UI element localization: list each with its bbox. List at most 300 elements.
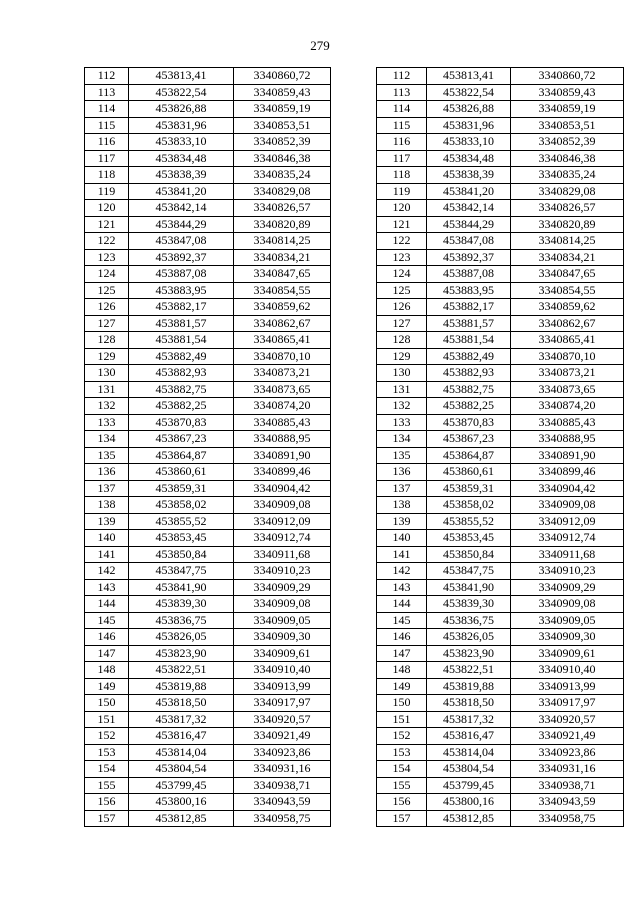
table-row bbox=[377, 315, 624, 332]
point-number-cell: 143 bbox=[377, 579, 427, 596]
table-row bbox=[85, 249, 331, 266]
point-number-cell: 116 bbox=[377, 134, 427, 151]
y-coordinate-cell: 3340909,29 bbox=[511, 579, 624, 596]
y-coordinate-cell: 3340938,71 bbox=[234, 777, 331, 794]
y-coordinate-cell: 3340814,25 bbox=[511, 233, 624, 250]
table-row bbox=[377, 68, 624, 85]
point-number-cell: 149 bbox=[85, 678, 129, 695]
x-coordinate-cell: 453822,54 bbox=[129, 84, 234, 101]
x-coordinate-cell: 453822,51 bbox=[129, 662, 234, 679]
point-number-cell: 122 bbox=[85, 233, 129, 250]
x-coordinate-cell: 453836,75 bbox=[427, 612, 511, 629]
table-row bbox=[377, 282, 624, 299]
table-row bbox=[85, 480, 331, 497]
table-row bbox=[377, 200, 624, 217]
point-number-cell: 137 bbox=[85, 480, 129, 497]
table-row bbox=[85, 381, 331, 398]
table-row bbox=[85, 513, 331, 530]
table-row bbox=[85, 266, 331, 283]
x-coordinate-cell: 453870,83 bbox=[427, 414, 511, 431]
point-number-cell: 150 bbox=[85, 695, 129, 712]
x-coordinate-cell: 453882,93 bbox=[129, 365, 234, 382]
point-number-cell: 129 bbox=[377, 348, 427, 365]
x-coordinate-cell: 453814,04 bbox=[129, 744, 234, 761]
x-coordinate-cell: 453842,14 bbox=[427, 200, 511, 217]
x-coordinate-cell: 453818,50 bbox=[427, 695, 511, 712]
table-row bbox=[377, 497, 624, 514]
y-coordinate-cell: 3340859,19 bbox=[511, 101, 624, 118]
y-coordinate-cell: 3340829,08 bbox=[234, 183, 331, 200]
x-coordinate-cell: 453855,52 bbox=[129, 513, 234, 530]
point-number-cell: 144 bbox=[85, 596, 129, 613]
x-coordinate-cell: 453804,54 bbox=[129, 761, 234, 778]
x-coordinate-cell: 453881,54 bbox=[427, 332, 511, 349]
x-coordinate-cell: 453844,29 bbox=[129, 216, 234, 233]
y-coordinate-cell: 3340917,97 bbox=[234, 695, 331, 712]
x-coordinate-cell: 453831,96 bbox=[129, 117, 234, 134]
point-number-cell: 155 bbox=[85, 777, 129, 794]
x-coordinate-cell: 453855,52 bbox=[427, 513, 511, 530]
y-coordinate-cell: 3340911,68 bbox=[234, 546, 331, 563]
point-number-cell: 123 bbox=[377, 249, 427, 266]
y-coordinate-cell: 3340846,38 bbox=[234, 150, 331, 167]
x-coordinate-cell: 453813,41 bbox=[129, 68, 234, 85]
x-coordinate-cell: 453812,85 bbox=[129, 810, 234, 827]
y-coordinate-cell: 3340846,38 bbox=[511, 150, 624, 167]
y-coordinate-cell: 3340873,21 bbox=[511, 365, 624, 382]
point-number-cell: 151 bbox=[85, 711, 129, 728]
table-row bbox=[85, 101, 331, 118]
x-coordinate-cell: 453864,87 bbox=[129, 447, 234, 464]
table-row bbox=[85, 794, 331, 811]
table-row bbox=[377, 794, 624, 811]
point-number-cell: 128 bbox=[377, 332, 427, 349]
table-row bbox=[377, 183, 624, 200]
y-coordinate-cell: 3340909,61 bbox=[511, 645, 624, 662]
x-coordinate-cell: 453841,20 bbox=[427, 183, 511, 200]
point-number-cell: 140 bbox=[377, 530, 427, 547]
table-row bbox=[85, 678, 331, 695]
x-coordinate-cell: 453826,88 bbox=[427, 101, 511, 118]
table-row bbox=[377, 761, 624, 778]
x-coordinate-cell: 453850,84 bbox=[427, 546, 511, 563]
x-coordinate-cell: 453847,08 bbox=[427, 233, 511, 250]
point-number-cell: 142 bbox=[85, 563, 129, 580]
y-coordinate-cell: 3340923,86 bbox=[234, 744, 331, 761]
x-coordinate-cell: 453834,48 bbox=[129, 150, 234, 167]
table-row bbox=[377, 134, 624, 151]
table-row bbox=[85, 645, 331, 662]
y-coordinate-cell: 3340921,49 bbox=[511, 728, 624, 745]
y-coordinate-cell: 3340852,39 bbox=[511, 134, 624, 151]
point-number-cell: 134 bbox=[85, 431, 129, 448]
y-coordinate-cell: 3340904,42 bbox=[511, 480, 624, 497]
point-number-cell: 127 bbox=[377, 315, 427, 332]
x-coordinate-cell: 453883,95 bbox=[129, 282, 234, 299]
y-coordinate-cell: 3340835,24 bbox=[234, 167, 331, 184]
point-number-cell: 115 bbox=[377, 117, 427, 134]
table-row bbox=[85, 596, 331, 613]
point-number-cell: 135 bbox=[377, 447, 427, 464]
y-coordinate-cell: 3340859,62 bbox=[511, 299, 624, 316]
table-row bbox=[377, 299, 624, 316]
table-row bbox=[85, 728, 331, 745]
point-number-cell: 132 bbox=[85, 398, 129, 415]
x-coordinate-cell: 453882,75 bbox=[129, 381, 234, 398]
y-coordinate-cell: 3340888,95 bbox=[234, 431, 331, 448]
x-coordinate-cell: 453816,47 bbox=[129, 728, 234, 745]
point-number-cell: 116 bbox=[85, 134, 129, 151]
table-row bbox=[377, 365, 624, 382]
point-number-cell: 134 bbox=[377, 431, 427, 448]
y-coordinate-cell: 3340865,41 bbox=[234, 332, 331, 349]
point-number-cell: 117 bbox=[85, 150, 129, 167]
table-row bbox=[85, 233, 331, 250]
point-number-cell: 113 bbox=[85, 84, 129, 101]
y-coordinate-cell: 3340909,08 bbox=[511, 596, 624, 613]
table-row bbox=[85, 183, 331, 200]
y-coordinate-cell: 3340912,74 bbox=[511, 530, 624, 547]
x-coordinate-cell: 453853,45 bbox=[427, 530, 511, 547]
y-coordinate-cell: 3340859,43 bbox=[234, 84, 331, 101]
x-coordinate-cell: 453882,17 bbox=[427, 299, 511, 316]
y-coordinate-cell: 3340834,21 bbox=[234, 249, 331, 266]
x-coordinate-cell: 453881,57 bbox=[427, 315, 511, 332]
y-coordinate-cell: 3340938,71 bbox=[511, 777, 624, 794]
point-number-cell: 120 bbox=[377, 200, 427, 217]
x-coordinate-cell: 453822,51 bbox=[427, 662, 511, 679]
y-coordinate-cell: 3340891,90 bbox=[234, 447, 331, 464]
table-row bbox=[85, 530, 331, 547]
y-coordinate-cell: 3340873,65 bbox=[234, 381, 331, 398]
y-coordinate-cell: 3340913,99 bbox=[511, 678, 624, 695]
y-coordinate-cell: 3340854,55 bbox=[511, 282, 624, 299]
point-number-cell: 123 bbox=[85, 249, 129, 266]
y-coordinate-cell: 3340910,23 bbox=[234, 563, 331, 580]
y-coordinate-cell: 3340820,89 bbox=[234, 216, 331, 233]
y-coordinate-cell: 3340921,49 bbox=[234, 728, 331, 745]
table-row bbox=[85, 464, 331, 481]
point-number-cell: 154 bbox=[377, 761, 427, 778]
y-coordinate-cell: 3340826,57 bbox=[234, 200, 331, 217]
x-coordinate-cell: 453883,95 bbox=[427, 282, 511, 299]
y-coordinate-cell: 3340862,67 bbox=[234, 315, 331, 332]
y-coordinate-cell: 3340909,30 bbox=[234, 629, 331, 646]
y-coordinate-cell: 3340899,46 bbox=[511, 464, 624, 481]
x-coordinate-cell: 453860,61 bbox=[129, 464, 234, 481]
y-coordinate-cell: 3340909,29 bbox=[234, 579, 331, 596]
x-coordinate-cell: 453817,32 bbox=[129, 711, 234, 728]
x-coordinate-cell: 453844,29 bbox=[427, 216, 511, 233]
point-number-cell: 126 bbox=[85, 299, 129, 316]
x-coordinate-cell: 453892,37 bbox=[427, 249, 511, 266]
x-coordinate-cell: 453838,39 bbox=[427, 167, 511, 184]
x-coordinate-cell: 453882,25 bbox=[427, 398, 511, 415]
table-row bbox=[377, 662, 624, 679]
x-coordinate-cell: 453822,54 bbox=[427, 84, 511, 101]
table-row bbox=[377, 579, 624, 596]
point-number-cell: 131 bbox=[377, 381, 427, 398]
table-row bbox=[377, 398, 624, 415]
y-coordinate-cell: 3340931,16 bbox=[234, 761, 331, 778]
x-coordinate-cell: 453804,54 bbox=[427, 761, 511, 778]
y-coordinate-cell: 3340923,86 bbox=[511, 744, 624, 761]
x-coordinate-cell: 453853,45 bbox=[129, 530, 234, 547]
y-coordinate-cell: 3340854,55 bbox=[234, 282, 331, 299]
point-number-cell: 148 bbox=[85, 662, 129, 679]
x-coordinate-cell: 453812,85 bbox=[427, 810, 511, 827]
y-coordinate-cell: 3340910,40 bbox=[234, 662, 331, 679]
point-number-cell: 114 bbox=[85, 101, 129, 118]
y-coordinate-cell: 3340834,21 bbox=[511, 249, 624, 266]
point-number-cell: 139 bbox=[377, 513, 427, 530]
x-coordinate-cell: 453859,31 bbox=[427, 480, 511, 497]
y-coordinate-cell: 3340860,72 bbox=[234, 68, 331, 85]
table-row bbox=[85, 282, 331, 299]
table-row bbox=[85, 662, 331, 679]
x-coordinate-cell: 453881,57 bbox=[129, 315, 234, 332]
point-number-cell: 119 bbox=[85, 183, 129, 200]
point-number-cell: 156 bbox=[85, 794, 129, 811]
point-number-cell: 119 bbox=[377, 183, 427, 200]
table-row bbox=[377, 695, 624, 712]
x-coordinate-cell: 453847,75 bbox=[427, 563, 511, 580]
x-coordinate-cell: 453819,88 bbox=[129, 678, 234, 695]
table-row bbox=[377, 612, 624, 629]
page-number: 279 bbox=[310, 38, 330, 53]
table-row bbox=[377, 84, 624, 101]
x-coordinate-cell: 453882,75 bbox=[427, 381, 511, 398]
point-number-cell: 121 bbox=[377, 216, 427, 233]
point-number-cell: 128 bbox=[85, 332, 129, 349]
x-coordinate-cell: 453841,90 bbox=[129, 579, 234, 596]
y-coordinate-cell: 3340909,61 bbox=[234, 645, 331, 662]
x-coordinate-cell: 453847,08 bbox=[129, 233, 234, 250]
y-coordinate-cell: 3340910,40 bbox=[511, 662, 624, 679]
point-number-cell: 113 bbox=[377, 84, 427, 101]
table-row bbox=[85, 497, 331, 514]
table-row bbox=[377, 464, 624, 481]
table-row bbox=[85, 332, 331, 349]
coordinates-table-left bbox=[84, 67, 331, 827]
y-coordinate-cell: 3340909,05 bbox=[511, 612, 624, 629]
table-row bbox=[377, 777, 624, 794]
y-coordinate-cell: 3340909,08 bbox=[511, 497, 624, 514]
table-row bbox=[85, 612, 331, 629]
y-coordinate-cell: 3340911,68 bbox=[511, 546, 624, 563]
x-coordinate-cell: 453892,37 bbox=[129, 249, 234, 266]
point-number-cell: 138 bbox=[377, 497, 427, 514]
x-coordinate-cell: 453826,05 bbox=[427, 629, 511, 646]
x-coordinate-cell: 453833,10 bbox=[129, 134, 234, 151]
table-row bbox=[85, 84, 331, 101]
point-number-cell: 141 bbox=[377, 546, 427, 563]
x-coordinate-cell: 453839,30 bbox=[129, 596, 234, 613]
y-coordinate-cell: 3340910,23 bbox=[511, 563, 624, 580]
point-number-cell: 154 bbox=[85, 761, 129, 778]
x-coordinate-cell: 453833,10 bbox=[427, 134, 511, 151]
table-row bbox=[377, 348, 624, 365]
point-number-cell: 127 bbox=[85, 315, 129, 332]
point-number-cell: 131 bbox=[85, 381, 129, 398]
point-number-cell: 147 bbox=[85, 645, 129, 662]
point-number-cell: 145 bbox=[377, 612, 427, 629]
point-number-cell: 143 bbox=[85, 579, 129, 596]
table-row bbox=[85, 216, 331, 233]
table-row bbox=[377, 150, 624, 167]
y-coordinate-cell: 3340917,97 bbox=[511, 695, 624, 712]
table-row bbox=[85, 447, 331, 464]
point-number-cell: 156 bbox=[377, 794, 427, 811]
point-number-cell: 138 bbox=[85, 497, 129, 514]
table-row bbox=[377, 266, 624, 283]
x-coordinate-cell: 453850,84 bbox=[129, 546, 234, 563]
point-number-cell: 132 bbox=[377, 398, 427, 415]
point-number-cell: 135 bbox=[85, 447, 129, 464]
table-row bbox=[377, 513, 624, 530]
point-number-cell: 122 bbox=[377, 233, 427, 250]
x-coordinate-cell: 453841,90 bbox=[427, 579, 511, 596]
x-coordinate-cell: 453860,61 bbox=[427, 464, 511, 481]
x-coordinate-cell: 453818,50 bbox=[129, 695, 234, 712]
x-coordinate-cell: 453839,30 bbox=[427, 596, 511, 613]
point-number-cell: 136 bbox=[377, 464, 427, 481]
y-coordinate-cell: 3340888,95 bbox=[511, 431, 624, 448]
x-coordinate-cell: 453842,14 bbox=[129, 200, 234, 217]
table-row bbox=[85, 546, 331, 563]
y-coordinate-cell: 3340874,20 bbox=[234, 398, 331, 415]
y-coordinate-cell: 3340931,16 bbox=[511, 761, 624, 778]
y-coordinate-cell: 3340865,41 bbox=[511, 332, 624, 349]
point-number-cell: 133 bbox=[85, 414, 129, 431]
point-number-cell: 117 bbox=[377, 150, 427, 167]
point-number-cell: 125 bbox=[377, 282, 427, 299]
y-coordinate-cell: 3340814,25 bbox=[234, 233, 331, 250]
point-number-cell: 146 bbox=[377, 629, 427, 646]
point-number-cell: 124 bbox=[377, 266, 427, 283]
x-coordinate-cell: 453799,45 bbox=[129, 777, 234, 794]
table-row bbox=[85, 810, 331, 827]
point-number-cell: 146 bbox=[85, 629, 129, 646]
x-coordinate-cell: 453867,23 bbox=[427, 431, 511, 448]
x-coordinate-cell: 453859,31 bbox=[129, 480, 234, 497]
table-row bbox=[377, 480, 624, 497]
point-number-cell: 153 bbox=[85, 744, 129, 761]
point-number-cell: 115 bbox=[85, 117, 129, 134]
x-coordinate-cell: 453834,48 bbox=[427, 150, 511, 167]
coordinates-table-right bbox=[376, 67, 624, 827]
table-row bbox=[85, 563, 331, 580]
point-number-cell: 142 bbox=[377, 563, 427, 580]
table-row bbox=[85, 431, 331, 448]
x-coordinate-cell: 453847,75 bbox=[129, 563, 234, 580]
y-coordinate-cell: 3340912,74 bbox=[234, 530, 331, 547]
x-coordinate-cell: 453864,87 bbox=[427, 447, 511, 464]
x-coordinate-cell: 453826,05 bbox=[129, 629, 234, 646]
y-coordinate-cell: 3340909,08 bbox=[234, 497, 331, 514]
point-number-cell: 144 bbox=[377, 596, 427, 613]
y-coordinate-cell: 3340909,30 bbox=[511, 629, 624, 646]
x-coordinate-cell: 453882,49 bbox=[427, 348, 511, 365]
table-row bbox=[85, 134, 331, 151]
table-row bbox=[377, 332, 624, 349]
table-row bbox=[85, 200, 331, 217]
point-number-cell: 141 bbox=[85, 546, 129, 563]
table-row bbox=[85, 414, 331, 431]
y-coordinate-cell: 3340829,08 bbox=[511, 183, 624, 200]
x-coordinate-cell: 453813,41 bbox=[427, 68, 511, 85]
point-number-cell: 114 bbox=[377, 101, 427, 118]
table-row bbox=[377, 744, 624, 761]
point-number-cell: 152 bbox=[85, 728, 129, 745]
y-coordinate-cell: 3340873,21 bbox=[234, 365, 331, 382]
point-number-cell: 126 bbox=[377, 299, 427, 316]
table-row bbox=[85, 629, 331, 646]
y-coordinate-cell: 3340859,62 bbox=[234, 299, 331, 316]
x-coordinate-cell: 453881,54 bbox=[129, 332, 234, 349]
x-coordinate-cell: 453814,04 bbox=[427, 744, 511, 761]
y-coordinate-cell: 3340847,65 bbox=[234, 266, 331, 283]
table-row bbox=[85, 68, 331, 85]
x-coordinate-cell: 453799,45 bbox=[427, 777, 511, 794]
table-row bbox=[377, 431, 624, 448]
table-row bbox=[377, 530, 624, 547]
table-row bbox=[377, 249, 624, 266]
point-number-cell: 148 bbox=[377, 662, 427, 679]
y-coordinate-cell: 3340859,43 bbox=[511, 84, 624, 101]
y-coordinate-cell: 3340943,59 bbox=[234, 794, 331, 811]
table-row bbox=[377, 728, 624, 745]
y-coordinate-cell: 3340885,43 bbox=[511, 414, 624, 431]
y-coordinate-cell: 3340853,51 bbox=[511, 117, 624, 134]
x-coordinate-cell: 453882,49 bbox=[129, 348, 234, 365]
y-coordinate-cell: 3340826,57 bbox=[511, 200, 624, 217]
point-number-cell: 136 bbox=[85, 464, 129, 481]
y-coordinate-cell: 3340920,57 bbox=[511, 711, 624, 728]
y-coordinate-cell: 3340958,75 bbox=[511, 810, 624, 827]
point-number-cell: 130 bbox=[377, 365, 427, 382]
x-coordinate-cell: 453831,96 bbox=[427, 117, 511, 134]
x-coordinate-cell: 453858,02 bbox=[427, 497, 511, 514]
x-coordinate-cell: 453800,16 bbox=[129, 794, 234, 811]
table-row bbox=[377, 216, 624, 233]
table-row bbox=[85, 365, 331, 382]
point-number-cell: 120 bbox=[85, 200, 129, 217]
y-coordinate-cell: 3340820,89 bbox=[511, 216, 624, 233]
table-row bbox=[85, 579, 331, 596]
table-row bbox=[377, 233, 624, 250]
table-row bbox=[85, 744, 331, 761]
y-coordinate-cell: 3340913,99 bbox=[234, 678, 331, 695]
x-coordinate-cell: 453841,20 bbox=[129, 183, 234, 200]
point-number-cell: 118 bbox=[377, 167, 427, 184]
table-row bbox=[85, 695, 331, 712]
point-number-cell: 112 bbox=[377, 68, 427, 85]
table-row bbox=[377, 117, 624, 134]
table-row bbox=[377, 678, 624, 695]
table-row bbox=[377, 645, 624, 662]
table-row bbox=[85, 117, 331, 134]
y-coordinate-cell: 3340874,20 bbox=[511, 398, 624, 415]
point-number-cell: 145 bbox=[85, 612, 129, 629]
y-coordinate-cell: 3340920,57 bbox=[234, 711, 331, 728]
table-row bbox=[377, 563, 624, 580]
table-row bbox=[85, 398, 331, 415]
y-coordinate-cell: 3340885,43 bbox=[234, 414, 331, 431]
x-coordinate-cell: 453816,47 bbox=[427, 728, 511, 745]
y-coordinate-cell: 3340891,90 bbox=[511, 447, 624, 464]
point-number-cell: 129 bbox=[85, 348, 129, 365]
